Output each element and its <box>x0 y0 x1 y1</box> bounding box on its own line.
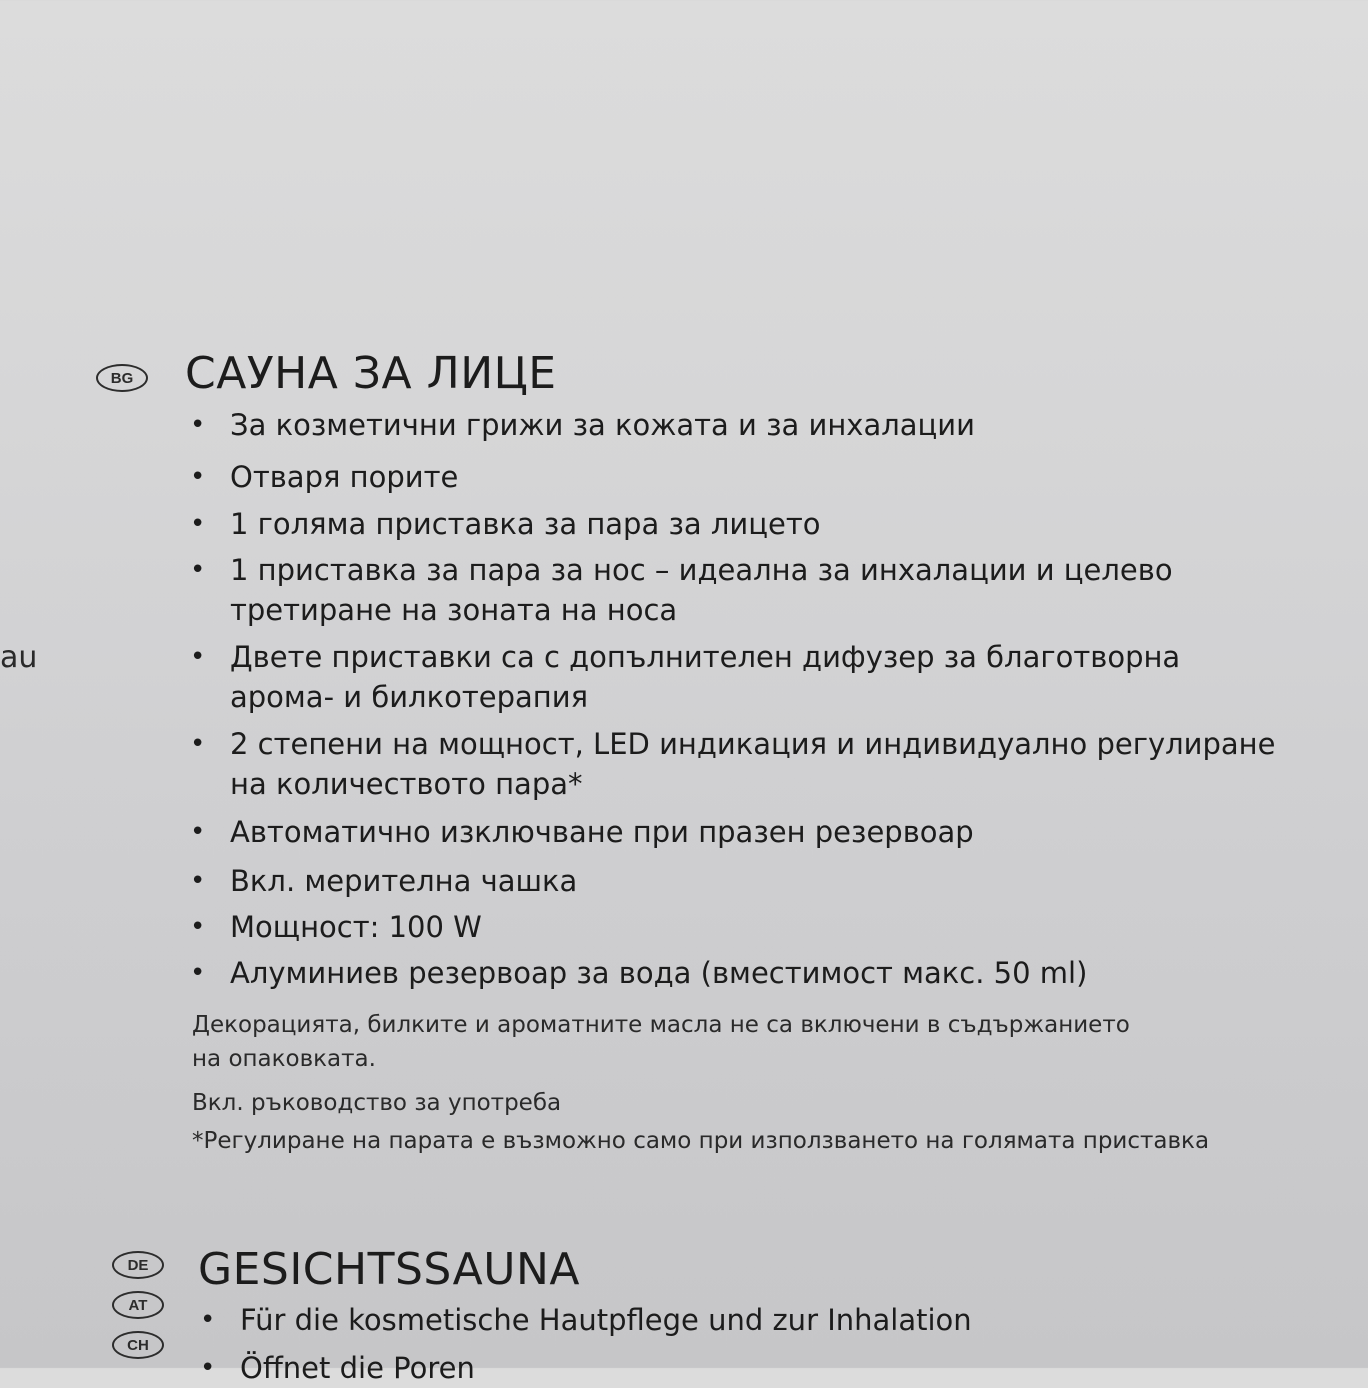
list-item: • 2 степени на мощност, LED индикация и индивидуално регулиране на количеството пара* <box>186 724 1356 804</box>
list-item: • Мощност: 100 W <box>186 907 1356 947</box>
edge-text-fragment: au <box>0 640 38 675</box>
feature-list-bg <box>186 405 1356 993</box>
list-item: • Автоматично изключване при празен резервоар <box>186 812 1356 852</box>
steam-footnote: *Регулиране на парата е възможно само при използването на голямата приставка <box>192 1128 1210 1154</box>
list-item: • Двете приставки са с допълнителен дифузер за благотворна арома- и билкотерапия <box>186 637 1356 717</box>
manual-note: Вкл. ръководство за употреба <box>192 1090 562 1116</box>
list-item: • 1 голяма приставка за пара за лицето <box>186 504 1356 544</box>
language-badge-ch: CH <box>112 1331 164 1359</box>
section-title-bg: САУНА ЗА ЛИЦЕ <box>185 348 557 399</box>
list-item: • Алуминиев резервоар за вода (вместимост макс. 50 ml) <box>186 953 1356 993</box>
list-item: • Öffnet die Poren <box>196 1348 1356 1388</box>
list-item: • 1 приставка за пара за нос – идеална за инхалации и целево третиране на зоната на носа <box>186 550 1356 630</box>
decor-note: Декорацията, билките и ароматните масла не са включени в съдържанието на опаковката. <box>192 1012 1130 1072</box>
list-item: • Für die kosmetische Hautpflege und zur Inhalation <box>196 1300 1356 1340</box>
language-badge-de: DE <box>112 1251 164 1279</box>
language-badge-bg: BG <box>96 364 148 392</box>
feature-list-de <box>196 1300 1356 1388</box>
language-badge-at: AT <box>112 1291 164 1319</box>
list-item: • Вкл. мерителна чашка <box>186 861 1356 901</box>
section-title-de: GESICHTSSAUNA <box>198 1244 580 1295</box>
list-item: • Отваря порите <box>186 457 1356 497</box>
list-item: • За козметични грижи за кожата и за инхалации <box>186 405 1356 445</box>
